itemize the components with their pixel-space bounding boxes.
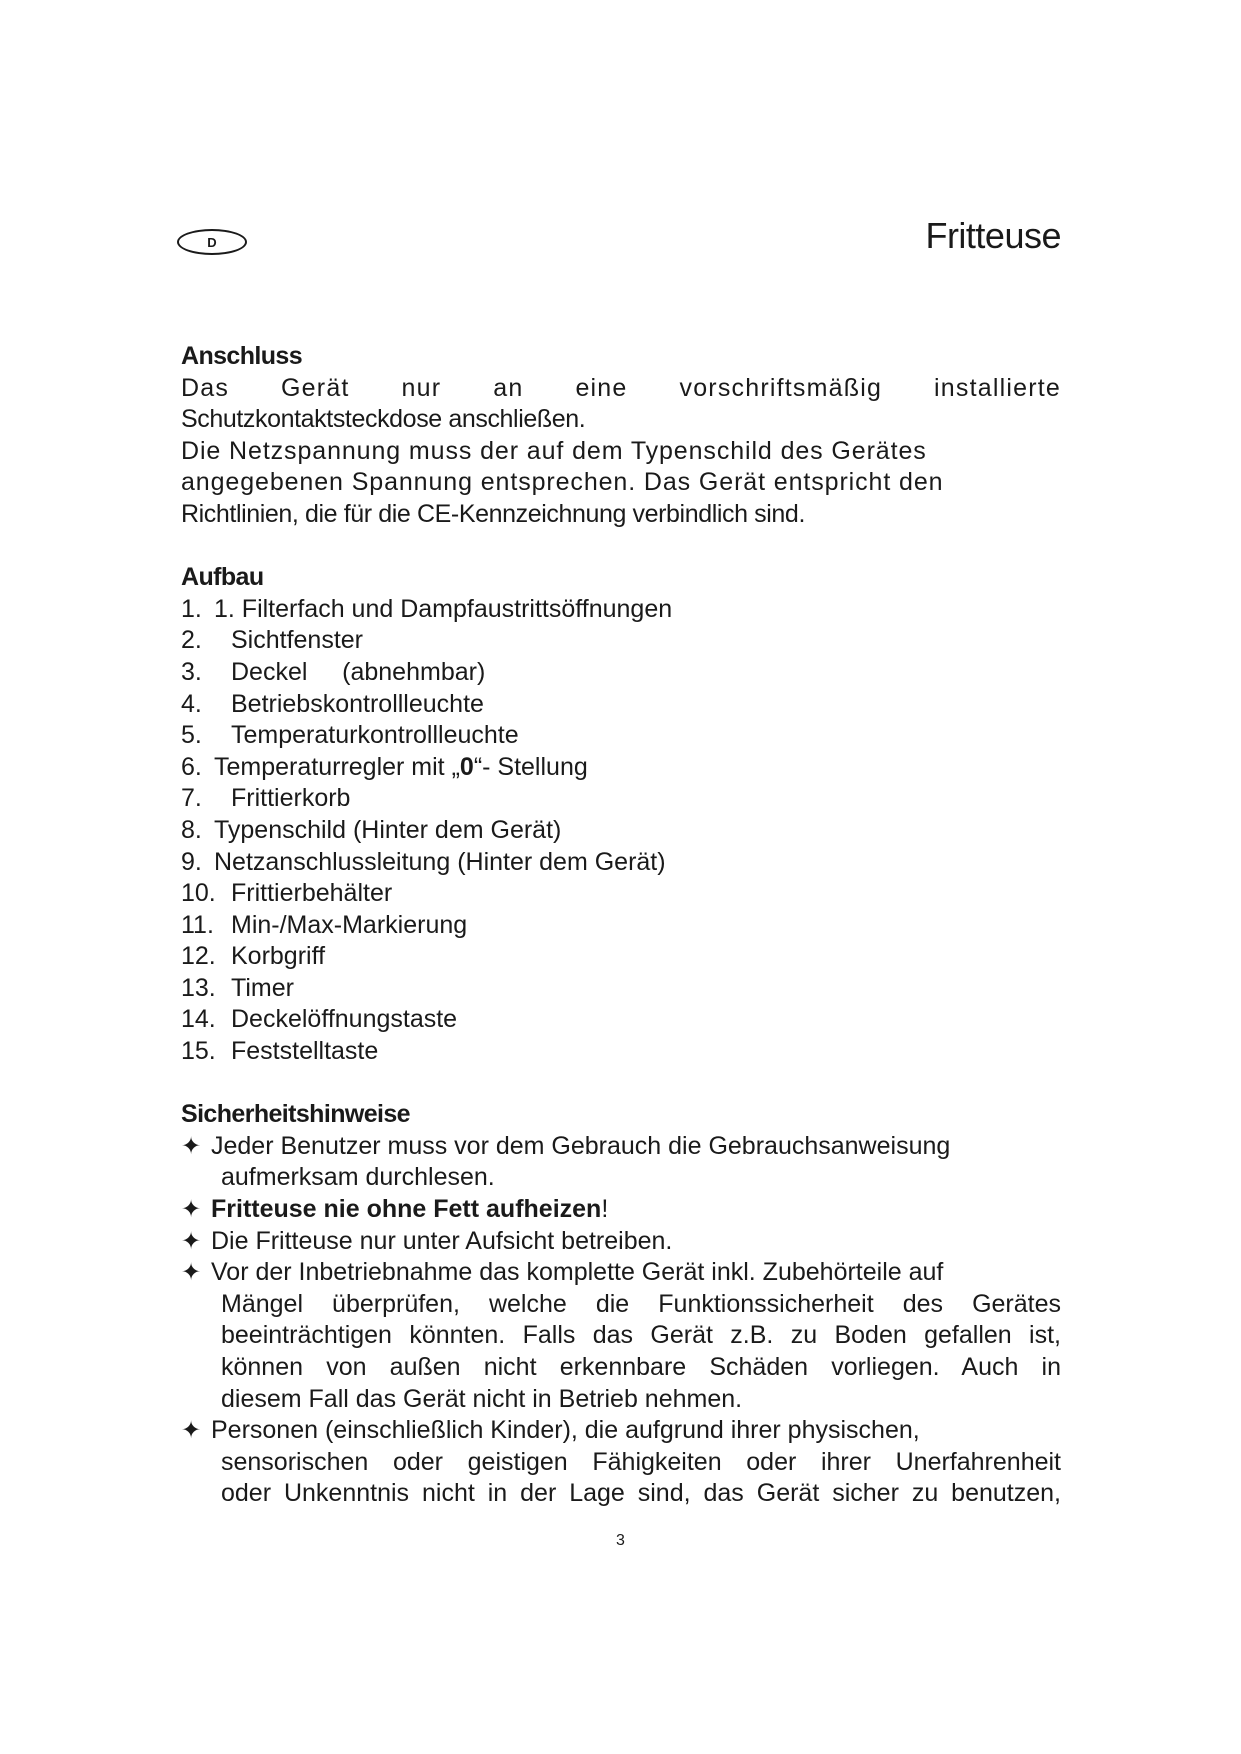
list-number: 14.: [181, 1005, 216, 1034]
bullet-text: [211, 1194, 1061, 1226]
section-heading-sicherheitshinweise: Sicherheitshinweise: [181, 1100, 410, 1129]
list-item: [181, 689, 1061, 721]
bullet-text-suffix: !: [601, 1195, 609, 1224]
bullet-text: [211, 1131, 1061, 1194]
list-text: Netzanschlussleitung (Hinter dem Gerät): [214, 847, 666, 876]
bullet-text: [211, 1226, 1061, 1258]
star-bullet-icon: ✦: [181, 1132, 202, 1160]
list-text: Frittierbehälter: [231, 879, 393, 908]
list-text-bold: 0: [459, 752, 474, 781]
bullet-item: [181, 1415, 1061, 1510]
bullet-text: [211, 1257, 1061, 1415]
list-number: 13.: [181, 973, 216, 1002]
star-bullet-icon: ✦: [181, 1227, 202, 1255]
paragraph-line: Richtlinien, die für die CE-Kennzeichnung verbindlich sind.: [181, 499, 805, 528]
bullet-line: Personen (einschließlich Kinder), die aufgrund ihrer physischen,: [211, 1416, 920, 1445]
bullet-line: sensorischen oder geistigen Fähigkeiten oder ihrer Unerfahrenheit: [221, 1447, 1061, 1476]
list-number: 7.: [181, 784, 202, 813]
list-text: Feststelltaste: [231, 1037, 379, 1066]
paragraph-line: angegebenen Spannung entsprechen. Das Gerät entspricht den: [181, 468, 944, 497]
list-text: Deckelöffnungstaste: [231, 1005, 458, 1034]
list-number: 11.: [181, 910, 214, 939]
section-heading-aufbau: Aufbau: [181, 563, 264, 592]
list-number: 8.: [181, 815, 202, 844]
list-item: [181, 657, 1061, 689]
list-text: Frittierkorb: [231, 784, 351, 813]
list-item: [181, 815, 1061, 847]
list-item: [181, 783, 1061, 815]
bullet-line: Jeder Benutzer muss vor dem Gebrauch die Gebrauchsanweisung: [211, 1131, 951, 1160]
bullet-item: [181, 1226, 1061, 1258]
list-item: [181, 878, 1061, 910]
list-text: Deckel (abnehmbar): [231, 657, 486, 686]
list-item: [181, 910, 1061, 942]
list-text-part: Temperaturregler mit „: [214, 752, 460, 781]
paragraph-line: Die Netzspannung muss der auf dem Typenschild des Gerätes: [181, 436, 927, 465]
bullet-line: oder Unkenntnis nicht in der Lage sind, das Gerät sicher zu benutzen,: [221, 1479, 1061, 1508]
page-number: 3: [616, 1532, 625, 1549]
list-text: Betriebskontrollleuchte: [231, 689, 484, 718]
list-item: [181, 1004, 1061, 1036]
bullet-item: [181, 1257, 1061, 1415]
list-text-part: “- Stellung: [473, 752, 588, 781]
list-text: Min-/Max-Markierung: [231, 910, 468, 939]
section-sicherheitshinweise: [181, 1099, 1061, 1510]
bullet-line: können von außen nicht erkennbare Schäden vorliegen. Auch in: [221, 1353, 1061, 1381]
list-item: [181, 973, 1061, 1005]
list-item: [181, 1036, 1061, 1068]
parts-list: [181, 594, 1061, 1068]
list-number: 6.: [181, 752, 202, 781]
section-heading-anschluss: Anschluss: [181, 342, 303, 370]
list-number: 9.: [181, 847, 202, 876]
language-code: D: [207, 234, 217, 250]
list-text: Typenschild (Hinter dem Gerät): [214, 815, 562, 844]
star-bullet-icon: ✦: [181, 1196, 202, 1224]
paragraph-line: Das Gerät nur an eine vorschriftsmäßig installierte: [181, 373, 1061, 402]
list-number: 12.: [181, 942, 216, 971]
page-content: [181, 341, 1061, 1510]
document-title: Fritteuse: [925, 215, 1061, 256]
list-number: 4.: [181, 689, 202, 718]
list-text: [214, 752, 588, 784]
list-number: 15.: [181, 1037, 216, 1066]
bullet-line: aufmerksam durchlesen.: [221, 1163, 495, 1192]
list-number: 5.: [181, 721, 202, 750]
list-text: Temperaturkontrollleuchte: [231, 721, 519, 750]
list-item: [181, 594, 1061, 626]
star-bullet-icon: ✦: [181, 1417, 202, 1445]
list-number: 2.: [181, 626, 202, 655]
bullet-item: [181, 1131, 1061, 1194]
bullet-text: [211, 1415, 1061, 1510]
paragraph-line: Schutzkontaktsteckdose anschließen.: [181, 405, 586, 434]
list-number: 10.: [181, 879, 216, 908]
bullet-bold-text: Fritteuse nie ohne Fett aufheizen: [211, 1195, 602, 1224]
language-badge: [177, 229, 247, 255]
bullet-item: [181, 1194, 1061, 1226]
star-bullet-icon: ✦: [181, 1259, 202, 1287]
list-number: 1.: [181, 594, 202, 623]
section-anschluss: [181, 341, 1061, 531]
list-number: 3.: [181, 657, 202, 686]
section-aufbau: [181, 562, 1061, 1068]
list-item: [181, 752, 1061, 784]
list-item: [181, 720, 1061, 752]
bullet-line: diesem Fall das Gerät nicht in Betrieb nehmen.: [221, 1384, 743, 1413]
list-item: [181, 941, 1061, 973]
list-text: Timer: [231, 973, 294, 1002]
list-item: [181, 625, 1061, 657]
bullet-line: [211, 1194, 1061, 1226]
list-item: [181, 847, 1061, 879]
bullet-line: beeinträchtigen könnten. Falls das Gerät z.B. zu Boden gefallen ist,: [221, 1321, 1061, 1350]
bullet-line: Vor der Inbetriebnahme das komplette Gerät inkl. Zubehörteile auf: [211, 1258, 944, 1287]
bullet-line: Die Fritteuse nur unter Aufsicht betreiben.: [211, 1226, 673, 1255]
list-text: 1. Filterfach und Dampfaustrittsöffnungen: [214, 594, 673, 623]
bullet-line: Mängel überprüfen, welche die Funktionssicherheit des Gerätes: [221, 1289, 1061, 1318]
list-text: Korbgriff: [231, 942, 326, 971]
list-text: Sichtfenster: [231, 626, 364, 655]
